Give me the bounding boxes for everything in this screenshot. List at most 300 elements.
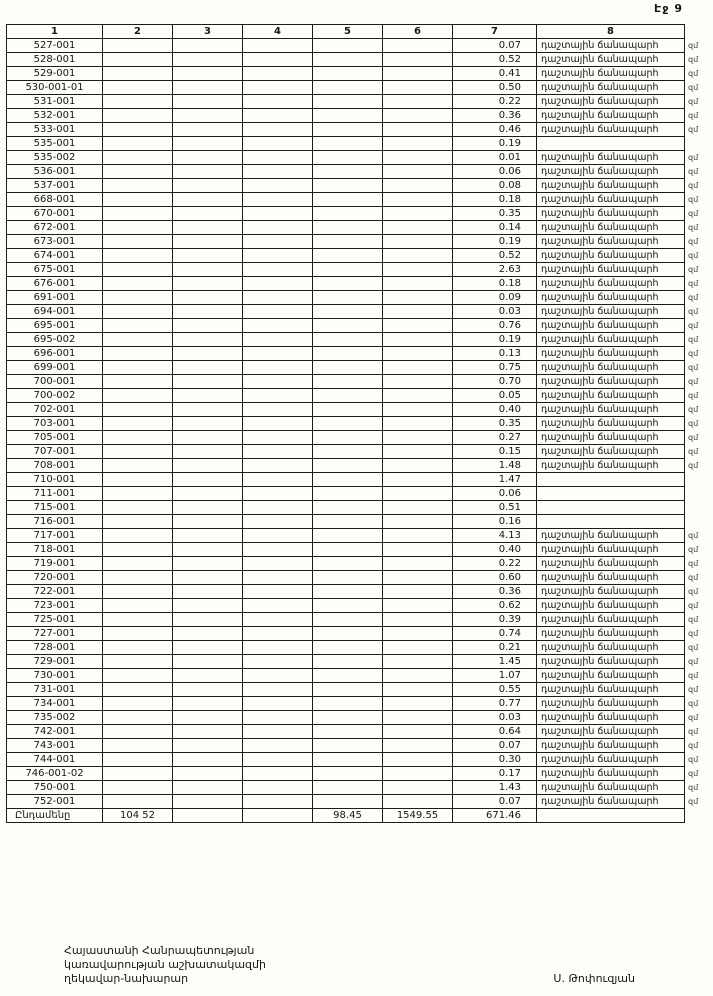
note-cell: դաշտային ճանապարհ xyxy=(537,627,685,641)
empty-cell xyxy=(243,445,313,459)
empty-cell xyxy=(313,277,383,291)
empty-cell xyxy=(243,109,313,123)
authority-line-3: ղեկավար-նախարար xyxy=(64,972,189,985)
area-value-cell: 0.22 xyxy=(453,95,537,109)
empty-cell xyxy=(103,67,173,81)
empty-cell xyxy=(313,137,383,151)
empty-cell xyxy=(243,501,313,515)
empty-cell xyxy=(103,81,173,95)
empty-cell xyxy=(243,655,313,669)
empty-cell xyxy=(243,137,313,151)
area-value-cell: 1.48 xyxy=(453,459,537,473)
empty-cell xyxy=(243,543,313,557)
table-row xyxy=(7,347,709,361)
empty-cell xyxy=(173,319,243,333)
empty-cell xyxy=(173,641,243,655)
edge-mark: զմ xyxy=(688,41,699,50)
table-row xyxy=(7,571,709,585)
empty-cell xyxy=(243,487,313,501)
table-row xyxy=(7,179,709,193)
empty-cell xyxy=(173,459,243,473)
edge-mark: զմ xyxy=(688,223,699,232)
empty-cell xyxy=(103,431,173,445)
column-header-4: 4 xyxy=(243,25,313,39)
edge-mark: զմ xyxy=(688,293,699,302)
empty-cell xyxy=(173,221,243,235)
empty-cell xyxy=(313,95,383,109)
empty-cell xyxy=(383,459,453,473)
note-cell: դաշտային ճանապարհ xyxy=(537,375,685,389)
area-value-cell: 0.62 xyxy=(453,599,537,613)
empty-cell xyxy=(313,725,383,739)
table-row xyxy=(7,781,709,795)
empty-cell xyxy=(243,767,313,781)
note-cell xyxy=(537,501,685,515)
empty-cell xyxy=(313,669,383,683)
code-cell: 668-001 xyxy=(7,193,103,207)
table-row xyxy=(7,641,709,655)
empty-cell xyxy=(173,235,243,249)
edge-mark: զմ xyxy=(688,83,699,92)
empty-cell xyxy=(313,235,383,249)
empty-cell xyxy=(383,767,453,781)
empty-cell xyxy=(103,277,173,291)
empty-cell xyxy=(383,235,453,249)
edge-mark: զմ xyxy=(688,237,699,246)
area-value-cell: 1.45 xyxy=(453,655,537,669)
empty-cell xyxy=(383,109,453,123)
empty-cell xyxy=(243,165,313,179)
empty-cell xyxy=(103,109,173,123)
table-row xyxy=(7,109,709,123)
empty-cell xyxy=(173,333,243,347)
empty-cell xyxy=(313,711,383,725)
empty-cell xyxy=(173,207,243,221)
edge-mark: զմ xyxy=(688,573,699,582)
note-cell: դաշտային ճանապարհ xyxy=(537,361,685,375)
empty-cell xyxy=(383,487,453,501)
empty-cell xyxy=(103,669,173,683)
note-cell: դաշտային ճանապարհ xyxy=(537,305,685,319)
empty-cell xyxy=(313,305,383,319)
table-row xyxy=(7,319,709,333)
code-cell: 696-001 xyxy=(7,347,103,361)
edge-mark: զմ xyxy=(688,727,699,736)
empty-cell xyxy=(173,417,243,431)
area-value-cell: 2.63 xyxy=(453,263,537,277)
empty-cell xyxy=(103,697,173,711)
table-row xyxy=(7,375,709,389)
empty-cell xyxy=(243,361,313,375)
empty-cell xyxy=(173,67,243,81)
area-value-cell: 0.17 xyxy=(453,767,537,781)
empty-cell xyxy=(383,403,453,417)
empty-cell xyxy=(313,627,383,641)
empty-cell xyxy=(173,193,243,207)
area-value-cell: 0.09 xyxy=(453,291,537,305)
code-cell: 528-001 xyxy=(7,53,103,67)
edge-mark xyxy=(685,515,709,529)
code-cell: 703-001 xyxy=(7,417,103,431)
margin-column xyxy=(685,25,709,39)
empty-cell xyxy=(243,207,313,221)
empty-cell xyxy=(103,375,173,389)
empty-cell xyxy=(243,557,313,571)
table-row xyxy=(7,123,709,137)
empty-cell xyxy=(313,361,383,375)
note-cell: դաշտային ճանապարհ xyxy=(537,557,685,571)
empty-cell xyxy=(103,767,173,781)
area-value-cell: 0.03 xyxy=(453,305,537,319)
empty-cell xyxy=(103,753,173,767)
empty-cell xyxy=(103,445,173,459)
empty-cell xyxy=(243,459,313,473)
edge-mark: զմ xyxy=(688,447,699,456)
empty-cell xyxy=(313,753,383,767)
code-cell: 707-001 xyxy=(7,445,103,459)
edge-mark: զմ xyxy=(688,335,699,344)
empty-cell xyxy=(243,613,313,627)
area-value-cell: 0.70 xyxy=(453,375,537,389)
note-cell: դաշտային ճանապարհ xyxy=(537,613,685,627)
code-cell: 719-001 xyxy=(7,557,103,571)
area-value-cell: 0.03 xyxy=(453,711,537,725)
table-row xyxy=(7,81,709,95)
empty-cell xyxy=(173,403,243,417)
code-cell: 720-001 xyxy=(7,571,103,585)
empty-cell xyxy=(313,697,383,711)
empty-cell xyxy=(173,501,243,515)
area-value-cell: 0.22 xyxy=(453,557,537,571)
code-cell: 723-001 xyxy=(7,599,103,613)
empty-cell xyxy=(243,123,313,137)
note-cell: դաշտային ճանապարհ xyxy=(537,781,685,795)
area-value-cell: 0.74 xyxy=(453,627,537,641)
edge-mark: զմ xyxy=(688,531,699,540)
empty-cell xyxy=(313,109,383,123)
note-cell: դաշտային ճանապարհ xyxy=(537,711,685,725)
empty-cell xyxy=(537,809,685,823)
code-cell: 527-001 xyxy=(7,39,103,53)
empty-cell xyxy=(243,81,313,95)
table-row xyxy=(7,137,709,151)
empty-cell xyxy=(383,305,453,319)
edge-mark: զմ xyxy=(688,713,699,722)
empty-cell xyxy=(173,277,243,291)
empty-cell xyxy=(383,571,453,585)
code-cell: 750-001 xyxy=(7,781,103,795)
code-cell: 695-001 xyxy=(7,319,103,333)
empty-cell xyxy=(173,375,243,389)
edge-mark: զմ xyxy=(688,601,699,610)
empty-cell xyxy=(243,725,313,739)
empty-cell xyxy=(243,347,313,361)
table-row xyxy=(7,291,709,305)
edge-mark: զմ xyxy=(688,307,699,316)
empty-cell xyxy=(243,711,313,725)
edge-mark: զմ xyxy=(688,265,699,274)
area-value-cell: 0.15 xyxy=(453,445,537,459)
empty-cell xyxy=(103,459,173,473)
empty-cell xyxy=(383,263,453,277)
empty-cell xyxy=(383,137,453,151)
empty-cell xyxy=(243,249,313,263)
code-cell: 700-002 xyxy=(7,389,103,403)
empty-cell xyxy=(173,305,243,319)
empty-cell xyxy=(103,557,173,571)
empty-cell xyxy=(313,767,383,781)
empty-cell xyxy=(243,389,313,403)
table-row xyxy=(7,67,709,81)
empty-cell xyxy=(103,711,173,725)
area-value-cell: 0.19 xyxy=(453,333,537,347)
issuing-authority-block xyxy=(64,944,266,986)
empty-cell xyxy=(173,711,243,725)
area-value-cell: 1.43 xyxy=(453,781,537,795)
empty-cell xyxy=(173,123,243,137)
totals-col7-value: 671.46 xyxy=(453,809,537,823)
table-row xyxy=(7,585,709,599)
area-value-cell: 0.08 xyxy=(453,179,537,193)
empty-cell xyxy=(243,585,313,599)
empty-cell xyxy=(173,753,243,767)
table-row xyxy=(7,795,709,809)
table-row xyxy=(7,221,709,235)
code-cell: 700-001 xyxy=(7,375,103,389)
code-cell: 718-001 xyxy=(7,543,103,557)
empty-cell xyxy=(173,361,243,375)
table-row xyxy=(7,95,709,109)
note-cell: դաշտային ճանապարհ xyxy=(537,739,685,753)
code-cell: 530-001-01 xyxy=(7,81,103,95)
empty-cell xyxy=(243,809,313,823)
note-cell: դաշտային ճանապարհ xyxy=(537,683,685,697)
empty-cell xyxy=(313,347,383,361)
table-row xyxy=(7,557,709,571)
edge-mark: զմ xyxy=(688,181,699,190)
empty-cell xyxy=(313,375,383,389)
area-value-cell: 0.50 xyxy=(453,81,537,95)
empty-cell xyxy=(313,151,383,165)
code-cell: 537-001 xyxy=(7,179,103,193)
code-cell: 675-001 xyxy=(7,263,103,277)
area-value-cell: 0.60 xyxy=(453,571,537,585)
empty-cell xyxy=(313,389,383,403)
edge-mark: զմ xyxy=(688,251,699,260)
table-row xyxy=(7,361,709,375)
empty-cell xyxy=(383,207,453,221)
code-cell: 744-001 xyxy=(7,753,103,767)
empty-cell xyxy=(313,221,383,235)
note-cell: դաշտային ճանապարհ xyxy=(537,697,685,711)
empty-cell xyxy=(383,67,453,81)
empty-cell xyxy=(103,473,173,487)
column-header-5: 5 xyxy=(313,25,383,39)
empty-cell xyxy=(173,795,243,809)
empty-cell xyxy=(383,739,453,753)
code-cell: 729-001 xyxy=(7,655,103,669)
empty-cell xyxy=(173,543,243,557)
empty-cell xyxy=(173,165,243,179)
edge-mark: զմ xyxy=(688,643,699,652)
empty-cell xyxy=(383,753,453,767)
table-row xyxy=(7,277,709,291)
column-header-7: 7 xyxy=(453,25,537,39)
empty-cell xyxy=(383,319,453,333)
empty-cell xyxy=(103,613,173,627)
code-cell: 535-001 xyxy=(7,137,103,151)
edge-mark: զմ xyxy=(688,419,699,428)
empty-cell xyxy=(173,739,243,753)
note-cell: դաշտային ճանապարհ xyxy=(537,123,685,137)
empty-cell xyxy=(383,655,453,669)
empty-cell xyxy=(103,235,173,249)
totals-row xyxy=(7,809,709,823)
table-row xyxy=(7,725,709,739)
empty-cell xyxy=(313,641,383,655)
empty-cell xyxy=(103,781,173,795)
empty-cell xyxy=(243,683,313,697)
empty-cell xyxy=(173,39,243,53)
table-row xyxy=(7,431,709,445)
area-value-cell: 0.07 xyxy=(453,39,537,53)
edge-mark: զմ xyxy=(688,279,699,288)
edge-mark: զմ xyxy=(688,195,699,204)
empty-cell xyxy=(103,39,173,53)
empty-cell xyxy=(313,529,383,543)
code-cell: 742-001 xyxy=(7,725,103,739)
note-cell: դաշտային ճանապարհ xyxy=(537,599,685,613)
empty-cell xyxy=(103,403,173,417)
edge-mark: զմ xyxy=(688,615,699,624)
table-row xyxy=(7,403,709,417)
empty-cell xyxy=(383,543,453,557)
note-cell xyxy=(537,487,685,501)
empty-cell xyxy=(173,655,243,669)
empty-cell xyxy=(383,445,453,459)
table-header-row xyxy=(7,25,709,39)
edge-mark: զմ xyxy=(688,545,699,554)
area-value-cell: 0.27 xyxy=(453,431,537,445)
edge-mark: զմ xyxy=(688,55,699,64)
code-cell: 722-001 xyxy=(7,585,103,599)
edge-mark: զմ xyxy=(688,321,699,330)
area-value-cell: 0.35 xyxy=(453,207,537,221)
note-cell: դաշտային ճանապարհ xyxy=(537,753,685,767)
column-header-1: 1 xyxy=(7,25,103,39)
empty-cell xyxy=(103,361,173,375)
empty-cell xyxy=(173,291,243,305)
table-row xyxy=(7,501,709,515)
empty-cell xyxy=(103,263,173,277)
code-cell: 674-001 xyxy=(7,249,103,263)
empty-cell xyxy=(383,179,453,193)
code-cell: 670-001 xyxy=(7,207,103,221)
table-row xyxy=(7,151,709,165)
empty-cell xyxy=(173,529,243,543)
authority-line-2: կառավարության աշխատակազմի xyxy=(64,958,266,971)
empty-cell xyxy=(173,95,243,109)
empty-cell xyxy=(313,445,383,459)
empty-cell xyxy=(103,571,173,585)
page-number-label: Էջ 9 xyxy=(654,2,683,15)
empty-cell xyxy=(313,193,383,207)
edge-mark: զմ xyxy=(688,405,699,414)
empty-cell xyxy=(383,151,453,165)
edge-mark: զմ xyxy=(688,657,699,666)
empty-cell xyxy=(103,599,173,613)
code-cell: 691-001 xyxy=(7,291,103,305)
area-value-cell: 0.40 xyxy=(453,403,537,417)
empty-cell xyxy=(173,557,243,571)
empty-cell xyxy=(173,487,243,501)
table-row xyxy=(7,767,709,781)
edge-mark: զմ xyxy=(688,97,699,106)
area-value-cell: 0.19 xyxy=(453,235,537,249)
empty-cell xyxy=(103,529,173,543)
code-cell: 694-001 xyxy=(7,305,103,319)
code-cell: 731-001 xyxy=(7,683,103,697)
edge-mark: զմ xyxy=(688,111,699,120)
empty-cell xyxy=(383,711,453,725)
empty-cell xyxy=(243,515,313,529)
edge-mark: զմ xyxy=(688,671,699,680)
empty-cell xyxy=(103,389,173,403)
note-cell: դաշտային ճանապարհ xyxy=(537,291,685,305)
edge-mark xyxy=(685,137,709,151)
empty-cell xyxy=(383,221,453,235)
empty-cell xyxy=(173,109,243,123)
note-cell: դաշտային ճանապարհ xyxy=(537,333,685,347)
table-row xyxy=(7,417,709,431)
note-cell: դաշտային ճանապարհ xyxy=(537,543,685,557)
empty-cell xyxy=(313,781,383,795)
empty-cell xyxy=(313,487,383,501)
empty-cell xyxy=(173,53,243,67)
code-cell: 735-002 xyxy=(7,711,103,725)
empty-cell xyxy=(243,53,313,67)
note-cell: դաշտային ճանապարհ xyxy=(537,403,685,417)
empty-cell xyxy=(173,599,243,613)
empty-cell xyxy=(313,179,383,193)
empty-cell xyxy=(243,529,313,543)
area-value-cell: 0.76 xyxy=(453,319,537,333)
area-value-cell: 0.36 xyxy=(453,109,537,123)
code-cell: 746-001-02 xyxy=(7,767,103,781)
empty-cell xyxy=(103,515,173,529)
empty-cell xyxy=(313,459,383,473)
empty-cell xyxy=(103,291,173,305)
empty-cell xyxy=(243,221,313,235)
table-row xyxy=(7,753,709,767)
empty-cell xyxy=(243,739,313,753)
edge-mark: զմ xyxy=(688,755,699,764)
code-cell: 533-001 xyxy=(7,123,103,137)
area-value-cell: 0.06 xyxy=(453,487,537,501)
empty-cell xyxy=(173,669,243,683)
empty-cell xyxy=(383,193,453,207)
code-cell: 708-001 xyxy=(7,459,103,473)
empty-cell xyxy=(243,417,313,431)
empty-cell xyxy=(103,627,173,641)
code-cell: 531-001 xyxy=(7,95,103,109)
note-cell: դաշտային ճանապարհ xyxy=(537,249,685,263)
note-cell: դաշտային ճանապարհ xyxy=(537,165,685,179)
empty-cell xyxy=(383,81,453,95)
empty-cell xyxy=(173,389,243,403)
edge-mark: զմ xyxy=(688,363,699,372)
table-row xyxy=(7,53,709,67)
